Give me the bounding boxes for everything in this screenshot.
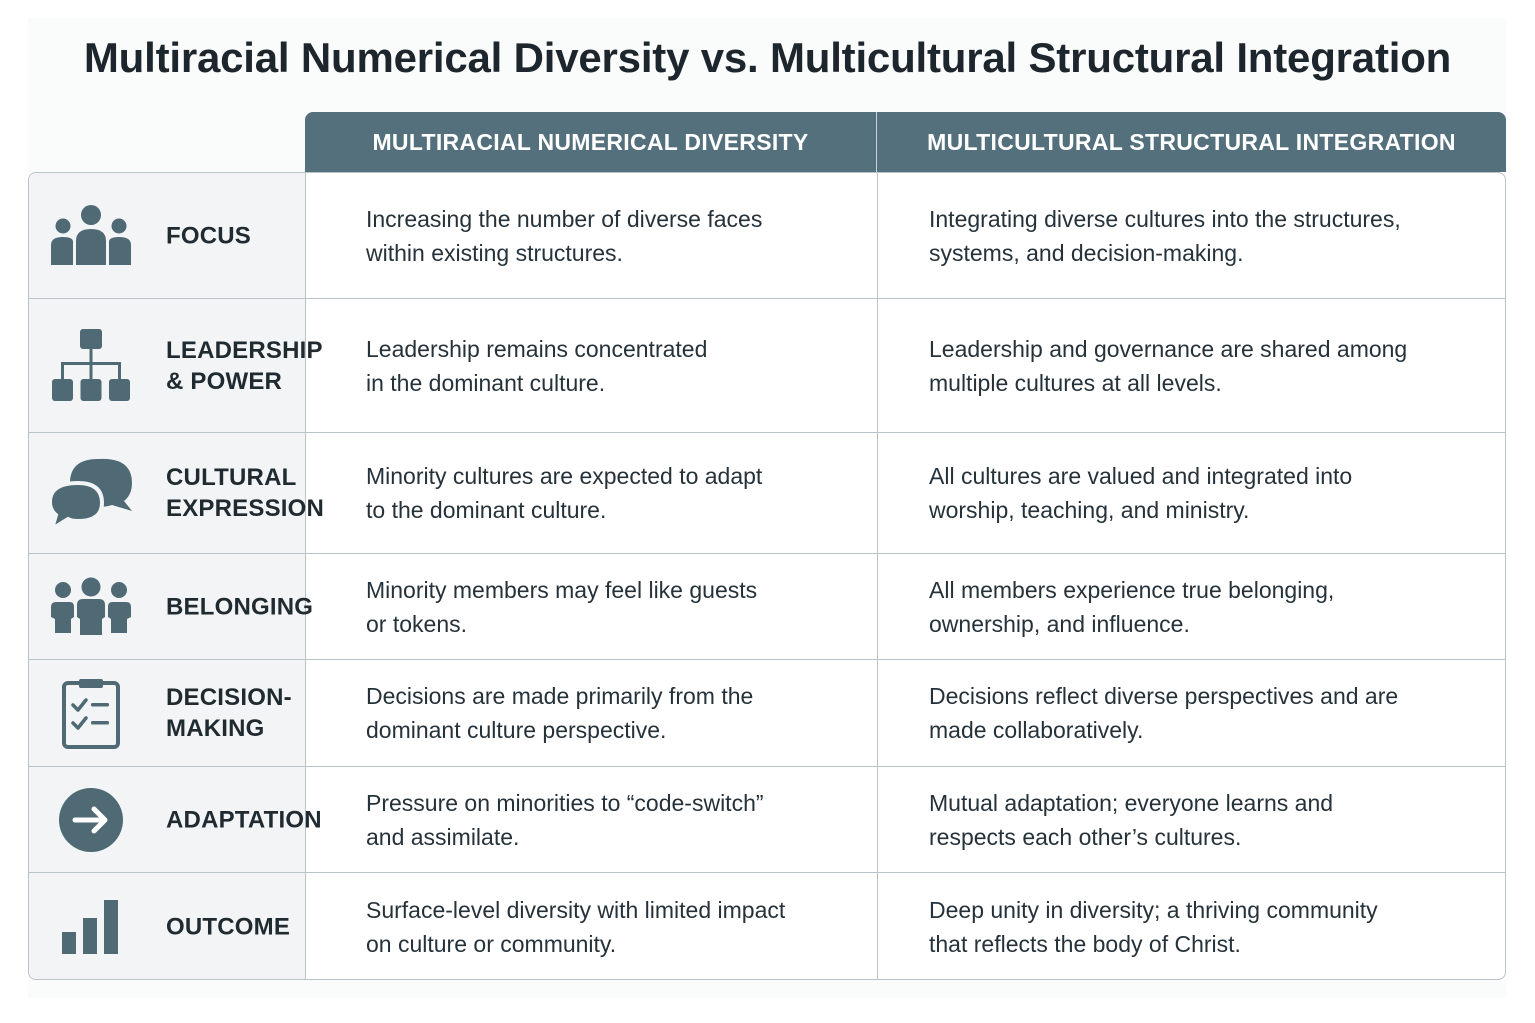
table-row-adaptation [29,767,1505,873]
column-header-multiracial: MULTIRACIAL NUMERICAL DIVERSITY [372,128,809,155]
table-row-decision-making [29,660,1505,767]
row-label-cell [29,767,322,872]
cell-multicultural: Integrating diverse cultures into the structures, systems, and decision-making. [929,205,1401,266]
arrow-right-circle-icon [47,767,135,873]
cell-multicultural: Deep unity in diversity; a thriving community that reflects the body of Christ. [929,897,1378,957]
cell-multiracial: Pressure on minorities to “code-switch” and assimilate. [366,789,764,850]
table-row-leadership [29,299,1505,433]
row-label-cell [29,433,325,553]
cell-multicultural: Leadership and governance are shared among multiple cultures at all levels. [929,335,1408,396]
cell-multiracial: Minority members may feel like guests or tokens. [366,576,758,637]
column-header-multicultural: MULTICULTURAL STRUCTURAL INTEGRATION [927,128,1456,155]
row-label: DECISION- MAKING [166,684,292,742]
cell-multicultural: Decisions reflect diverse perspectives and are made collaboratively. [929,683,1399,743]
speech-bubbles-icon [47,433,135,554]
people-icon [47,554,135,660]
row-label-cell [29,554,314,659]
checklist-icon [47,660,135,767]
org-chart-icon [47,299,135,433]
cell-multicultural: All members experience true belonging, ownership, and influence. [929,576,1335,637]
page-title: Multiracial Numerical Diversity vs. Multicultural Structural Integration [83,34,1452,81]
bar-chart-icon [47,873,135,980]
table-row-outcome [29,873,1505,980]
cell-multiracial: Increasing the number of diverse faces within existing structures. [366,205,763,266]
row-label-cell [29,873,306,980]
cell-multicultural: All cultures are valued and integrated into worship, teaching, and ministry. [929,463,1353,523]
cell-multiracial: Leadership remains concentrated in the dominant culture. [366,335,708,396]
table-row-cultural-expression [29,433,1505,554]
comparison-table [28,172,1506,980]
row-label: BELONGING [166,593,314,620]
row-label-cell [29,660,306,766]
row-label-cell [29,299,323,432]
row-label: FOCUS [166,222,251,249]
table-row-belonging [29,554,1505,660]
row-label: CULTURAL EXPRESSION [166,464,325,522]
cell-multiracial: Surface-level diversity with limited impact on culture or community. [366,897,786,957]
row-label-cell [29,173,306,298]
group-icon [47,173,135,299]
row-label: OUTCOME [166,913,291,941]
cell-multiracial: Decisions are made primarily from the dominant culture perspective. [366,683,754,743]
cell-multiracial: Minority cultures are expected to adapt to the dominant culture. [366,463,763,523]
row-label: ADAPTATION [166,806,322,833]
row-label: LEADERSHIP & POWER [166,336,323,395]
table-row-focus [29,173,1505,299]
cell-multicultural: Mutual adaptation; everyone learns and respects each other’s cultures. [929,789,1334,850]
